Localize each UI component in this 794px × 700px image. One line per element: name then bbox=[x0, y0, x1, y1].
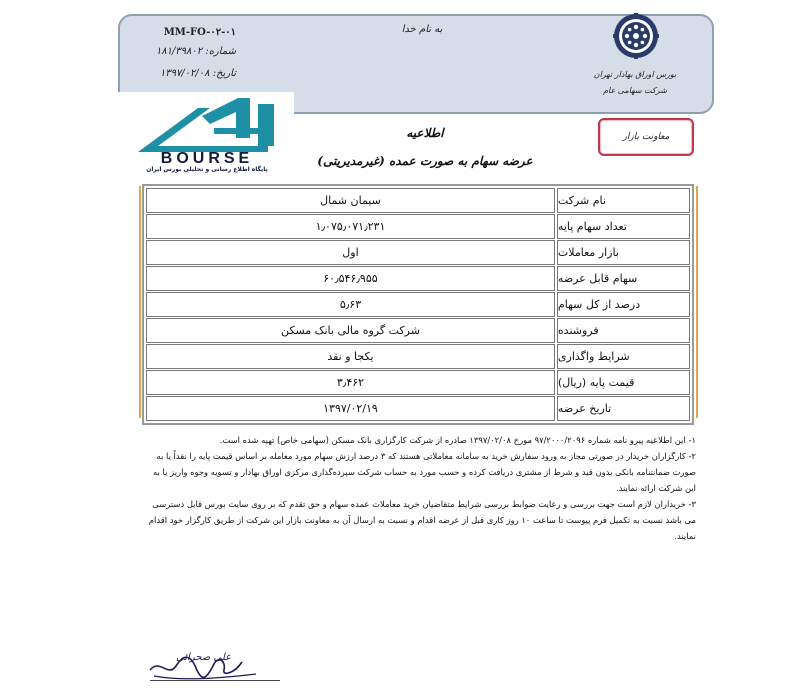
table-row bbox=[146, 188, 690, 213]
letter-date: تاریخ: ۱۳۹۷/۰۲/۰۸ bbox=[159, 68, 236, 79]
note-item: ۱- این اطلاعیه پیرو نامه شماره ۹۷/۲۰۰۰/۲۰۹۶ مورخ ۱۳۹۷/۰۲/۰۸ صادره از شرکت کارگزاری بانک مسکن (سهامی خاص) تهیه شده است. bbox=[219, 435, 696, 445]
table-cell-value: ۱۳۹۷/۰۲/۱۹ bbox=[146, 396, 555, 421]
bourse-tagline: پایگاه اطلاع رسانی و تحلیلی بورس ایران bbox=[146, 166, 268, 173]
table-row bbox=[146, 344, 690, 369]
page-title: اطلاعیه bbox=[406, 126, 444, 140]
table-frame-left bbox=[139, 186, 141, 418]
bismillah-text: به نام خدا bbox=[401, 24, 443, 35]
signatory-name: علی صحرائی bbox=[176, 652, 232, 663]
table-row bbox=[146, 214, 690, 239]
table-cell-value: ۳٫۴۶۲ bbox=[146, 370, 555, 395]
offer-details-table bbox=[142, 184, 694, 425]
page-subtitle: عرضه سهام به صورت عمده (غیرمدیریتی) bbox=[317, 154, 533, 168]
bourse24-mark-icon bbox=[118, 94, 294, 156]
table-cell-value: ۵٫۶۳ bbox=[146, 292, 555, 317]
table-cell-value: یکجا و نقد bbox=[146, 344, 555, 369]
department-label: معاونت بازار bbox=[622, 132, 670, 142]
table-cell-value: شرکت گروه مالی بانک مسکن bbox=[146, 318, 555, 343]
table-cell-label: شرایط واگذاری bbox=[557, 344, 690, 369]
table-cell-label: نام شرکت bbox=[557, 188, 690, 213]
note-item: ۲- کارگزاران خریدار در صورتی مجاز به ورود سفارش خرید به سامانه معاملاتی هستند که ۳ درصد ارزش سهام مورد معامله بر اساس قیمت پایه را نقداً یا به صورت ضمانتنامه بانکی بدون قید و شرط از مشتری دریافت کرده و حسب مورد به حساب شرکت سپرده‌گذاری مرکزی اوراق بهادار و تسویه وجوه واریز یا به این شرکت ارائه نمایند. bbox=[153, 451, 696, 493]
department-badge bbox=[598, 118, 694, 156]
table-row bbox=[146, 266, 690, 291]
table-cell-value: اول bbox=[146, 240, 555, 265]
signature-line bbox=[150, 680, 280, 681]
tse-emblem-icon bbox=[612, 12, 660, 60]
table-cell-label: سهام قابل عرضه bbox=[557, 266, 690, 291]
table-cell-label: درصد از کل سهام bbox=[557, 292, 690, 317]
table-cell-label: تاریخ عرضه bbox=[557, 396, 690, 421]
org-type: شرکت سهامی عام bbox=[603, 86, 667, 95]
table-row bbox=[146, 396, 690, 421]
bourse-wordmark: BOURSE bbox=[160, 150, 254, 167]
table-cell-value: ۱٫۰۷۵٫۰۷۱٫۲۳۱ bbox=[146, 214, 555, 239]
table-cell-label: تعداد سهام پایه bbox=[557, 214, 690, 239]
notes-section bbox=[148, 432, 696, 544]
table-row bbox=[146, 370, 690, 395]
table-row bbox=[146, 318, 690, 343]
table-cell-value: سیمان شمال bbox=[146, 188, 555, 213]
letter-number: شماره: ۱۸۱/۳۹۸۰۲ bbox=[155, 46, 236, 57]
table-cell-value: ۶۰٫۵۴۶٫۹۵۵ bbox=[146, 266, 555, 291]
table-row bbox=[146, 240, 690, 265]
form-code: MM-FO-۰۲-۰۱ bbox=[163, 27, 236, 38]
org-name: بورس اوراق بهادار تهران bbox=[593, 70, 677, 79]
table-row bbox=[146, 292, 690, 317]
table-frame-right bbox=[696, 186, 698, 418]
table-cell-label: قیمت پایه (ریال) bbox=[557, 370, 690, 395]
table-cell-label: فروشنده bbox=[557, 318, 690, 343]
note-item: ۳- خریداران لازم است جهت بررسی و رعایت ضوابط بررسی شرایط متقاضیان خرید معاملات عمده سهام و حق تقدم که بر روی سایت بورس قابل دسترسی می باشد نسبت به تکمیل فرم پیوست تا ساعت ۱۰ روز کاری قبل از عرضه اقدام و نسبت به ارسال آن به معاونت بازار این شرکت از طریق کارگزار خود اقدام نمایند. bbox=[148, 499, 696, 541]
table-cell-label: بازار معاملات bbox=[557, 240, 690, 265]
